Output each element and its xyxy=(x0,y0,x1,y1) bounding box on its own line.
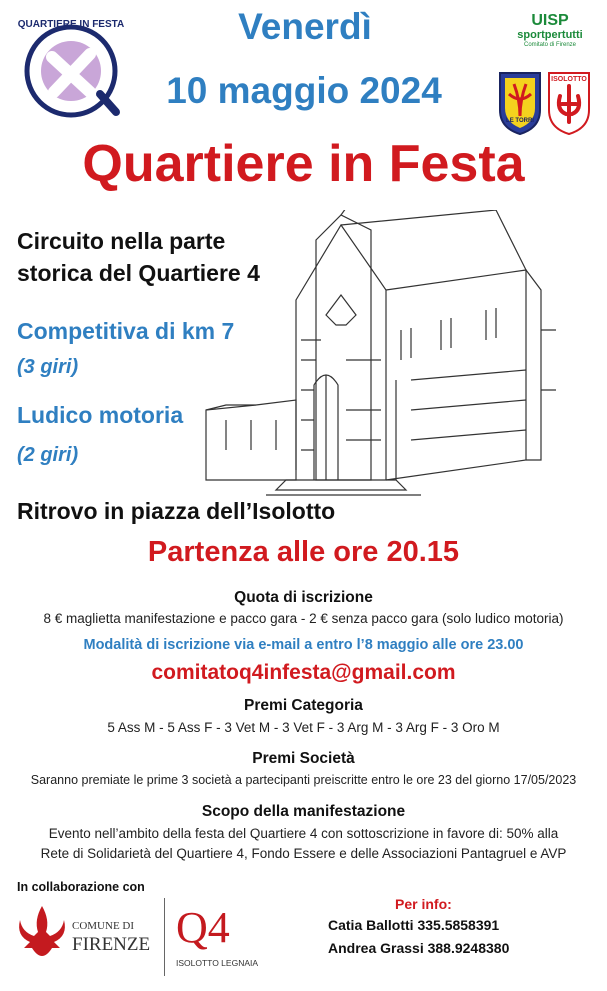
fee-title: Quota di iscrizione xyxy=(234,589,373,606)
registration-info: Modalità di iscrizione via e-mail a entro l’8 maggio alle ore 23.00 xyxy=(83,637,524,653)
event-title: Quartiere in Festa xyxy=(82,135,525,193)
prizes-category-title: Premi Categoria xyxy=(244,697,363,714)
uisp-name: UISP xyxy=(531,12,569,29)
uisp-sub: Comitato di Firenze xyxy=(523,42,577,48)
contact-2: Andrea Grassi 388.9248380 xyxy=(328,940,510,956)
scope-line-1: Evento nell’ambito della festa del Quartiere 4 con sottoscrizione in favore di: 50% alla xyxy=(48,826,559,841)
uisp-tagline: sportpertutti xyxy=(517,29,583,41)
prizes-category-text: 5 Ass M - 5 Ass F - 3 Vet M - 3 Vet F - 3 Arg M - 3 Arg F - 3 Oro M xyxy=(107,720,500,735)
meeting-point: Ritrovo in piazza dell’Isolotto xyxy=(17,498,336,524)
church-sketch-illustration xyxy=(196,210,596,500)
circuit-line-1: Circuito nella parte xyxy=(17,228,226,254)
fee-text: 8 € maglietta manifestazione e pacco gara - 2 € senza pacco gara (solo ludico motoria) xyxy=(43,611,564,626)
event-date: 10 maggio 2024 xyxy=(166,70,442,111)
leisure-laps: (2 giri) xyxy=(17,444,79,466)
start-time: Partenza alle ore 20.15 xyxy=(147,536,460,568)
q4-sub: ISOLOTTO LEGNAIA xyxy=(176,958,259,968)
quartiere-in-festa-logo xyxy=(12,12,130,130)
q4-lettering: Q4 xyxy=(176,903,230,952)
info-title: Per info: xyxy=(395,896,452,912)
event-day: Venerdì xyxy=(238,6,372,47)
leisure-race: Ludico motoria xyxy=(17,402,184,428)
logo-divider xyxy=(164,898,165,976)
comune-line-2: FIRENZE xyxy=(72,934,151,955)
le-torri-shield-icon xyxy=(497,70,543,136)
comune-line-1: COMUNE DI xyxy=(72,920,135,932)
contact-1: Catia Ballotti 335.5858391 xyxy=(328,917,500,933)
prizes-society-title: Premi Società xyxy=(252,750,355,767)
comune-firenze-logo xyxy=(14,898,164,968)
q4-isolotto-legnaia-logo xyxy=(166,898,266,978)
collaboration-label: In collaborazione con xyxy=(17,880,145,894)
circuit-line-2: storica del Quartiere 4 xyxy=(17,260,260,286)
competitive-laps: (3 giri) xyxy=(17,356,79,378)
logo-lettering: QUARTIERE IN FESTA xyxy=(17,19,125,30)
isolotto-shield-icon xyxy=(546,70,592,136)
contact-email-link[interactable]: comitatoq4infesta@gmail.com xyxy=(151,661,456,684)
scope-title: Scopo della manifestazione xyxy=(201,803,406,820)
prizes-society-text: Saranno premiate le prime 3 società a partecipanti preiscritte entro le ore 23 del giorno 17/05/2023 xyxy=(30,773,577,787)
uisp-logo xyxy=(500,12,600,52)
shield-right-lettering: ISOLOTTO xyxy=(551,76,587,83)
fleur-de-lis-icon xyxy=(14,902,70,964)
shield-left-lettering: LE TORRI xyxy=(506,118,534,124)
competitive-race: Competitiva di km 7 xyxy=(17,318,235,344)
scope-line-2: Rete di Solidarietà del Quartiere 4, Fondo Essere e delle Associazioni Pantagruel e AVP xyxy=(40,846,567,861)
